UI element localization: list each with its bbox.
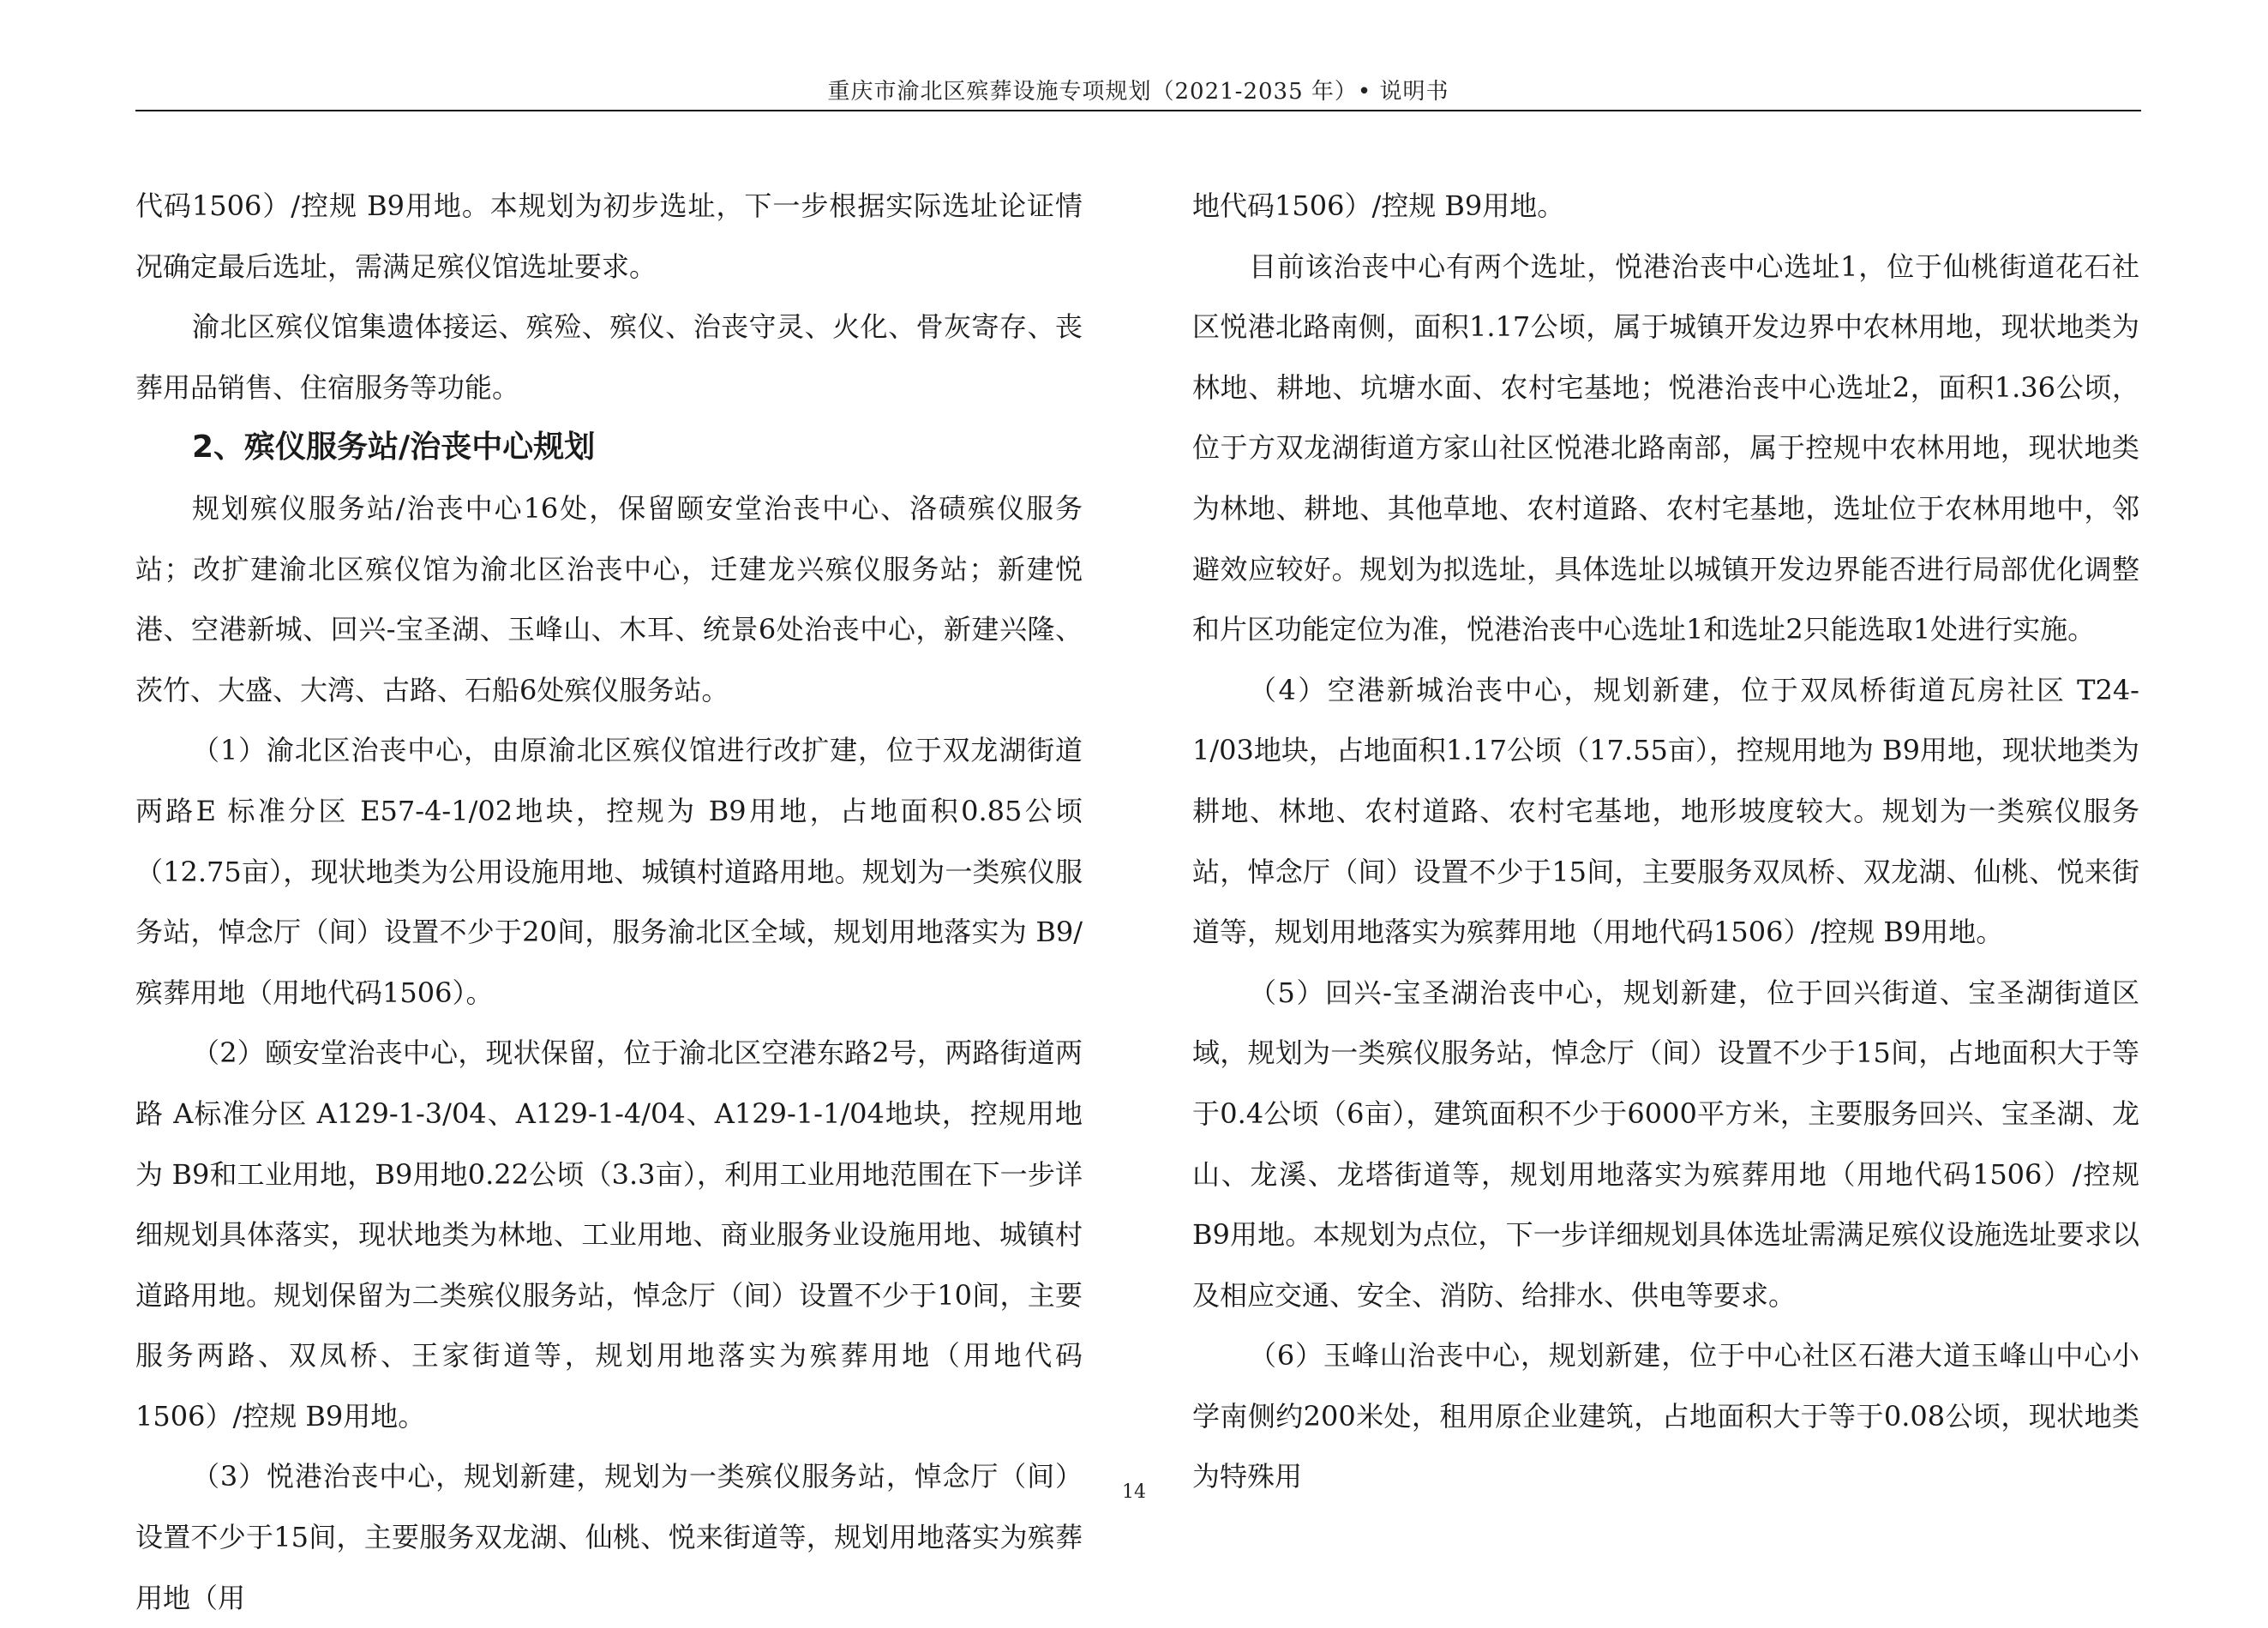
paragraph: （1）渝北区治丧中心，由原渝北区殡仪馆进行改扩建，位于双龙湖街道两路E 标准分区 E57-4-1/02地块，控规为 B9用地，占地面积0.85公顷（12.75亩），现状地类为公用设施用地、城镇村道路用地。规划为一类殡仪服务站，悼念厅（间）设置不少于20间，服务渝北区全域，规划用地落实为 B9/殡葬用地（用地代码1506）。 xyxy=(135,734,1083,1009)
paragraph: 目前该治丧中心有两个选址，悦港治丧中心选址1，位于仙桃街道花石社区悦港北路南侧，面积1.17公顷，属于城镇开发边界中农林用地，现状地类为林地、耕地、坑塘水面、农村宅基地；悦港治丧中心选址2，面积1.36公顷，位于方双龙湖街道方家山社区悦港北路南部，属于控规中农林用地，现状地类为林地、耕地、其他草地、农村道路、农村宅基地，选址位于农林用地中，邻避效应较好。规划为拟选址，具体选址以城镇开发边界能否进行局部优化调整和片区功能定位为准，悦港治丧中心选址1和选址2只能选取1处进行实施。 xyxy=(1192,249,2139,646)
section-heading: 2、殡仪服务站/治丧中心规划 xyxy=(192,430,596,466)
paragraph: （6）玉峰山治丧中心，规划新建，位于中心社区石港大道玉峰山中心小学南侧约200米处，租用原企业建筑，占地面积大于等于0.08公顷，现状地类为特殊用 xyxy=(1192,1339,2139,1493)
paragraph: （4）空港新城治丧中心，规划新建，位于双凤桥街道瓦房社区 T24-1/03地块，占地面积1.17公顷（17.55亩），控规用地为 B9用地，现状地类为耕地、林地、农村道路、农村宅基地，地形坡度较大。规划为一类殡仪服务站，悼念厅（间）设置不少于15间，主要服务双凤桥、双龙湖、仙桃、悦来街道等，规划用地落实为殡葬用地（用地代码1506）/控规 B9用地。 xyxy=(1192,673,2139,949)
page-number: 14 xyxy=(1122,1481,1146,1503)
left-column xyxy=(135,176,1083,1628)
document-header: 重庆市渝北区殡葬设施专项规划（2021-2035 年）• 说明书 xyxy=(827,79,1449,105)
paragraph: （2）颐安堂治丧中心，现状保留，位于渝北区空港东路2号，两路街道两路 A标准分区 A129-1-3/04、A129-1-4/04、A129-1-1/04地块，控规用地为 B9和工业用地，B9用地0.22公顷（3.3亩），利用工业用地范围在下一步详细规划具体落实，现状地类为林地、工业用地、商业服务业设施用地、城镇村道路用地。规划保留为二类殡仪服务站，悼念厅（间）设置不少于10间，主要服务两路、双凤桥、王家街道等，规划用地落实为殡葬用地（用地代码1506）/控规 B9用地。 xyxy=(135,1036,1083,1433)
paragraph: （5）回兴-宝圣湖治丧中心，规划新建，位于回兴街道、宝圣湖街道区域，规划为一类殡仪服务站，悼念厅（间）设置不少于15间，占地面积大于等于0.4公顷（6亩），建筑面积不少于6000平方米，主要服务回兴、宝圣湖、龙山、龙溪、龙塔街道等，规划用地落实为殡葬用地（用地代码1506）/控规 B9用地。本规划为点位，下一步详细规划具体选址需满足殡仪设施选址要求以及相应交通、安全、消防、给排水、供电等要求。 xyxy=(1192,976,2139,1312)
paragraph: 渝北区殡仪馆集遗体接运、殡殓、殡仪、治丧守灵、火化、骨灰寄存、丧葬用品销售、住宿服务等功能。 xyxy=(135,310,1083,404)
paragraph: 地代码1506）/控规 B9用地。 xyxy=(1192,189,1565,222)
right-column xyxy=(1192,176,2139,1507)
paragraph: 规划殡仪服务站/治丧中心16处，保留颐安堂治丧中心、洛碛殡仪服务站；改扩建渝北区殡仪馆为渝北区治丧中心，迁建龙兴殡仪服务站；新建悦港、空港新城、回兴-宝圣湖、玉峰山、木耳、统景6处治丧中心，新建兴隆、茨竹、大盛、大湾、古路、石船6处殡仪服务站。 xyxy=(135,491,1083,706)
paragraph: （3）悦港治丧中心，规划新建，规划为一类殡仪服务站，悼念厅（间）设置不少于15间，主要服务双龙湖、仙桃、悦来街道等，规划用地落实为殡葬用地（用 xyxy=(135,1460,1083,1614)
paragraph: 代码1506）/控规 B9用地。本规划为初步选址，下一步根据实际选址论证情况确定最后选址，需满足殡仪馆选址要求。 xyxy=(135,189,1083,283)
header-divider xyxy=(135,110,2141,111)
